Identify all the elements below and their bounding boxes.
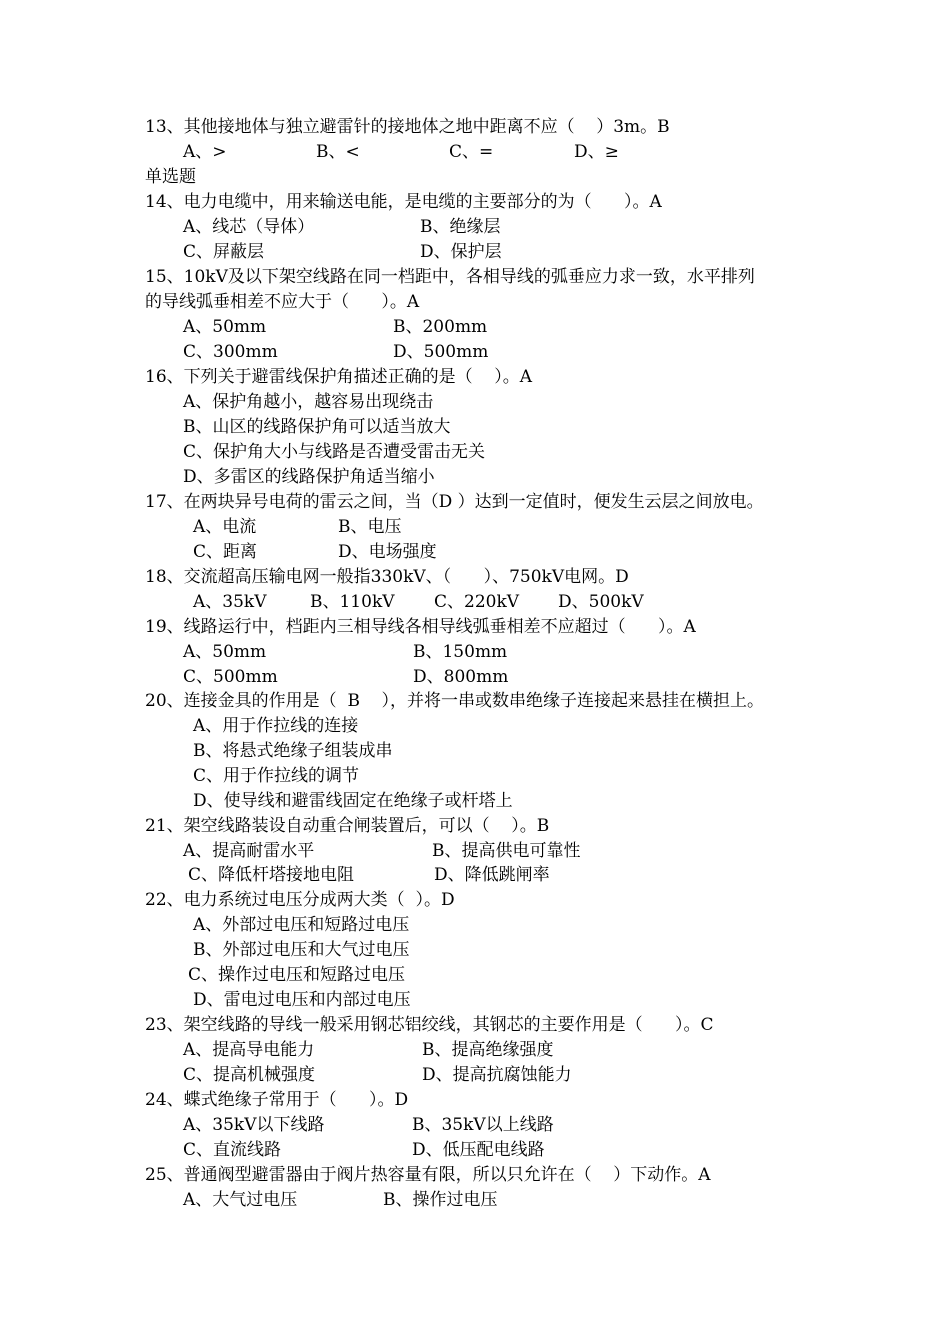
q22-stem: 22、电力系统过电压分成两大类（ ）。D: [145, 890, 455, 910]
q19-option-c: C、500mm: [183, 667, 278, 687]
q22-option-a: A、外部过电压和短路过电压: [193, 915, 410, 935]
q18-stem: 18、交流超高压输电网一般指330kV、（ ）、750kV电网。D: [145, 567, 629, 587]
q24-option-d: D、低压配电线路: [412, 1140, 545, 1160]
q24-option-c: C、直流线路: [183, 1140, 282, 1160]
q23-option-c: C、提高机械强度: [183, 1065, 316, 1085]
q17-option-a: A、电流: [193, 517, 257, 537]
q19-option-b: B、150mm: [413, 642, 508, 662]
q20-option-a: A、用于作拉线的连接: [193, 716, 359, 736]
q23-option-b: B、提高绝缘强度: [422, 1040, 554, 1060]
q21-option-a: A、提高耐雷水平: [183, 841, 315, 861]
q16-option-d: D、多雷区的线路保护角适当缩小: [183, 467, 435, 487]
q15-option-a: A、50mm: [183, 317, 267, 337]
q22-option-c: C、操作过电压和短路过电压: [188, 965, 406, 985]
q17-option-c: C、距离: [193, 542, 258, 562]
q19-stem: 19、线路运行中，档距内三相导线各相导线弧垂相差不应超过（ ）。A: [145, 617, 696, 637]
q21-stem: 21、架空线路装设自动重合闸装置后，可以（ ）。B: [145, 816, 550, 836]
q15-option-d: D、500mm: [393, 342, 489, 362]
q13-option-a: A、>: [183, 142, 227, 162]
q17-option-b: B、电压: [338, 517, 402, 537]
q21-option-d: D、降低跳闸率: [434, 865, 550, 885]
q16-option-a: A、保护角越小，越容易出现绕击: [183, 392, 434, 412]
q20-option-c: C、用于作拉线的调节: [193, 766, 360, 786]
q17-option-d: D、电场强度: [338, 542, 437, 562]
q25-option-b: B、操作过电压: [383, 1190, 498, 1210]
q21-option-b: B、提高供电可靠性: [432, 841, 581, 861]
q15-option-b: B、200mm: [393, 317, 488, 337]
q24-stem: 24、蝶式绝缘子常用于（ ）。D: [145, 1090, 409, 1110]
q23-option-a: A、提高导电能力: [183, 1040, 315, 1060]
q25-option-a: A、大气过电压: [183, 1190, 298, 1210]
q20-option-b: B、将悬式绝缘子组装成串: [193, 741, 393, 761]
q23-stem: 23、架空线路的导线一般采用钢芯铝绞线，其钢芯的主要作用是（ ）。C: [145, 1015, 714, 1035]
q18-option-a: A、35kV: [193, 592, 267, 612]
q13-stem: 13、其他接地体与独立避雷针的接地体之地中距离不应（ ）3m。B: [145, 117, 670, 137]
q16-option-b: B、山区的线路保护角可以适当放大: [183, 417, 451, 437]
section-heading: 单选题: [145, 167, 196, 187]
q15-stem-cont: 的导线弧垂相差不应大于（ ）。A: [145, 292, 420, 312]
q19-option-d: D、800mm: [413, 667, 509, 687]
q14-option-a: A、线芯（导体）: [183, 217, 315, 237]
q24-option-b: B、35kV以上线路: [412, 1115, 554, 1135]
q25-stem: 25、普通阀型避雷器由于阀片热容量有限，所以只允许在（ ）下动作。A: [145, 1165, 711, 1185]
q16-option-c: C、保护角大小与线路是否遭受雷击无关: [183, 442, 486, 462]
q13-option-b: B、<: [316, 142, 360, 162]
q15-option-c: C、300mm: [183, 342, 278, 362]
q20-option-d: D、使导线和避雷线固定在绝缘子或杆塔上: [193, 791, 513, 811]
q20-stem: 20、连接金具的作用是（ B ），并将一串或数串绝缘子连接起来悬挂在横担上。: [145, 691, 765, 711]
q18-option-d: D、500kV: [558, 592, 644, 612]
q22-option-b: B、外部过电压和大气过电压: [193, 940, 410, 960]
q16-stem: 16、下列关于避雷线保护角描述正确的是（ ）。A: [145, 367, 533, 387]
q18-option-c: C、220kV: [434, 592, 520, 612]
q17-stem: 17、在两块异号电荷的雷云之间，当（D ）达到一定值时，便发生云层之间放电。: [145, 492, 764, 512]
q13-option-d: D、≥: [574, 142, 619, 162]
q18-option-b: B、110kV: [310, 592, 395, 612]
q15-stem: 15、10kV及以下架空线路在同一档距中，各相导线的弧垂应力求一致，水平排列: [145, 267, 755, 287]
q21-option-c: C、降低杆塔接地电阻: [188, 865, 355, 885]
q22-option-d: D、雷电过电压和内部过电压: [193, 990, 411, 1010]
q14-stem: 14、电力电缆中，用来输送电能，是电缆的主要部分的为（ ）。A: [145, 192, 662, 212]
q23-option-d: D、提高抗腐蚀能力: [422, 1065, 572, 1085]
q14-option-c: C、屏蔽层: [183, 242, 265, 262]
q14-option-b: B、绝缘层: [420, 217, 501, 237]
q19-option-a: A、50mm: [183, 642, 267, 662]
q24-option-a: A、35kV以下线路: [183, 1115, 325, 1135]
q13-option-c: C、=: [449, 142, 494, 162]
q14-option-d: D、保护层: [420, 242, 502, 262]
